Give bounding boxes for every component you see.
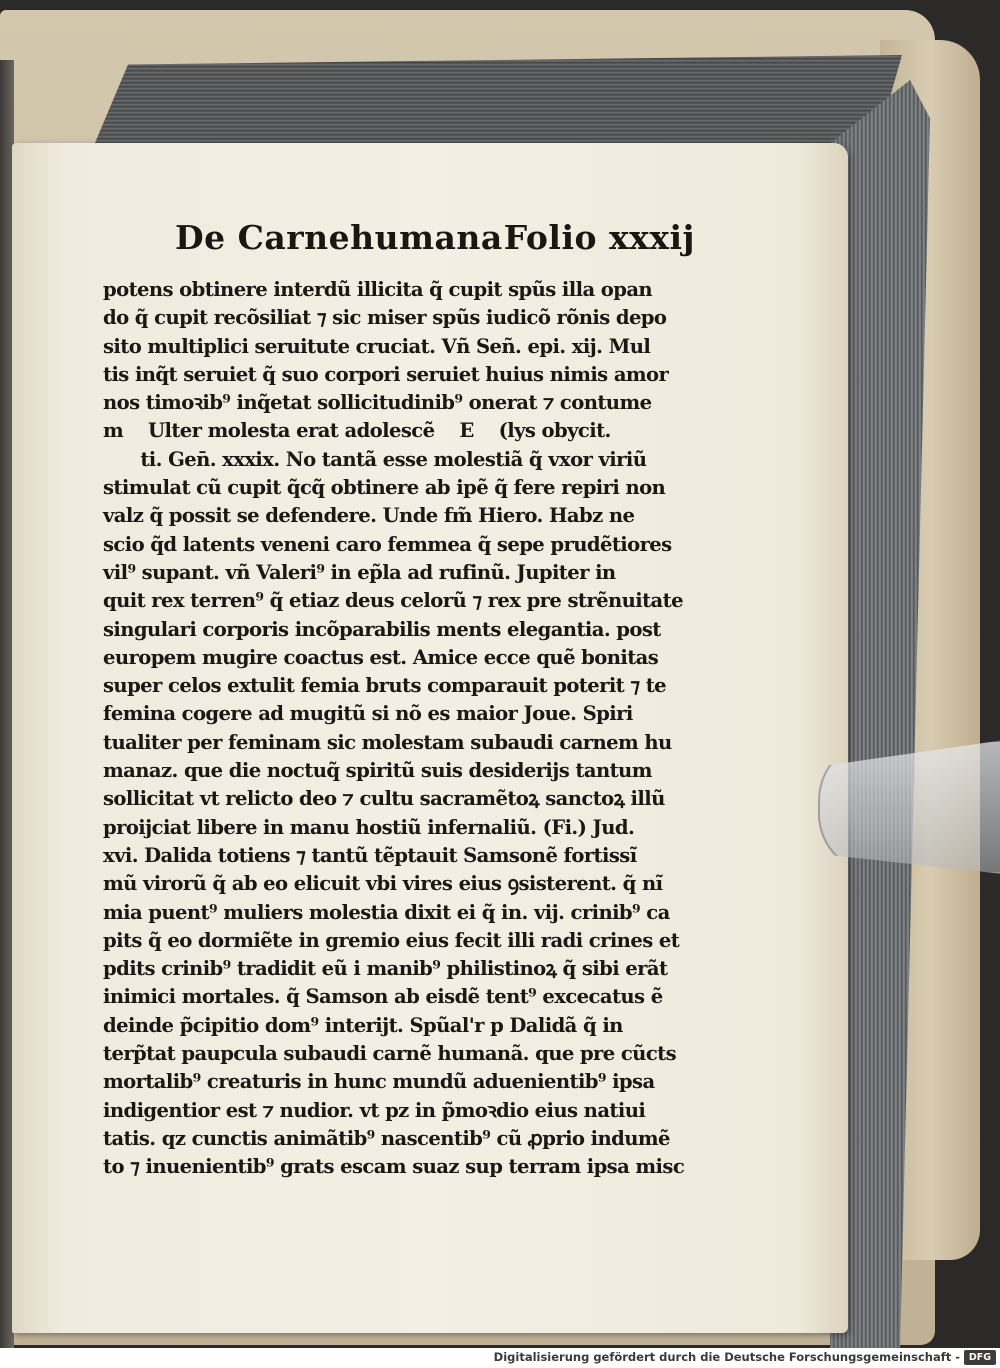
text-line: inimici mortales. q̃ Samson ab eisdẽ tent⁹ excecatus ẽ [103,985,663,1009]
text-line: sito multiplici seruitute cruciat. Vñ Señ. epi. xij. Mul [103,334,651,358]
text-line: stimulat cũ cupit q̃cq̃ obtinere ab ipẽ q̃ fere repiri non [103,476,666,500]
text-line: nos timoꝛib⁹ inq̃etat sollicitudinib⁹ onerat ⁊ contume [103,391,652,415]
text-line: mũ virorũ q̃ ab eo elicuit vbi vires eius ꝯsisterent. q̃ nĩ [103,872,663,896]
text-line: indigentior est ⁊ nudior. vt pz in p̃moꝛdio eius natiui [103,1098,646,1122]
folio-number: Folio xxxij [503,218,695,257]
text-line: vil⁹ supant. vñ Valeri⁹ in ep̃la ad rufinũ. Jupiter in [103,560,616,584]
text-line: super celos extulit femia bruts comparauit poterit ⁊ te [103,674,667,698]
text-line: tatis. qz cunctis animãtib⁹ nascentib⁹ cũ ꝓprio indumẽ [103,1126,670,1150]
text-line: sollicitat vt relicto deo ⁊ cultu sacramẽtoꝝ sanctoꝝ illũ [103,787,665,811]
text-line: scio q̃d latents veneni caro femmea q̃ sepe prudẽtiores [103,532,672,556]
text-line: xvi. Dalida totiens ⁊ tantũ tẽptauit Samsonẽ fortissĩ [103,843,637,867]
text-line: manaz. que die noctuq̃ spiritũ suis desiderijs tantum [103,759,652,783]
text-line: pits q̃ eo dormiẽte in gremio eius fecit illi radi crines et [103,928,680,952]
text-line: singulari corporis incõparabilis ments elegantia. post [103,617,661,641]
text-line: europem mugire coactus est. Amice ecce quẽ bonitas [103,645,659,669]
text-line: to ⁊ inuenientib⁹ grats escam suaz sup terram ipsa misc [103,1155,685,1179]
text-line: femina cogere ad mugitũ si nõ es maior Joue. Spiri [103,702,633,726]
footer-bar [0,1348,1000,1368]
text-line: pdits crinib⁹ tradidit eũ i manib⁹ philistinoꝝ q̃ sibi erãt [103,957,668,981]
body-text [103,276,715,1182]
running-title: De Carnehumana [175,218,503,257]
dfg-logo: DFG [964,1350,996,1365]
funding-notice: Digitalisierung gefördert durch die Deutsche Forschungsgemeinschaft - [493,1350,960,1364]
text-line: terp̃tat paupcula subaudi carnẽ humanã. que pre cũcts [103,1042,677,1066]
text-line: ti. Gen̄. xxxix. No tantã esse molestiã q̃ vxor viriũ [103,447,647,471]
text-line: mortalib⁹ creaturis in hunc mundũ aduenientib⁹ ipsa [103,1070,655,1094]
text-line: tualiter per feminam sic molestam subaudi carnem hu [103,730,672,754]
text-line: tis inq̃t seruiet q̃ suo corpori seruiet huius nimis amor [103,362,669,386]
page-block-top-edge [20,55,920,150]
text-line: deinde p̃cipitio dom⁹ interijt. Spũal'r p Dalidã q̃ in [103,1013,623,1037]
text-line: mia puent⁹ muliers molestia dixit ei q̃ in. vij. crinib⁹ ca [103,900,670,924]
page-header [175,218,695,266]
text-line: do q̃ cupit recõsiliat ⁊ sic miser spũs iudicõ rõnis depo [103,306,667,330]
text-line: valz q̃ possit se defendere. Unde fm̃ Hiero. Habz ne [103,504,635,528]
text-line: m Ulter molesta erat adolescẽ E (lys obycit. [103,419,611,443]
text-line: potens obtinere interdũ illicita q̃ cupit spũs illa opan [103,278,653,301]
text-line: quit rex terren⁹ q̃ etiaz deus celorũ ⁊ rex pre strẽnuitate [103,589,683,613]
text-line: proijciat libere in manu hostiũ infernaliũ. (Fi.) Jud. [103,815,635,839]
